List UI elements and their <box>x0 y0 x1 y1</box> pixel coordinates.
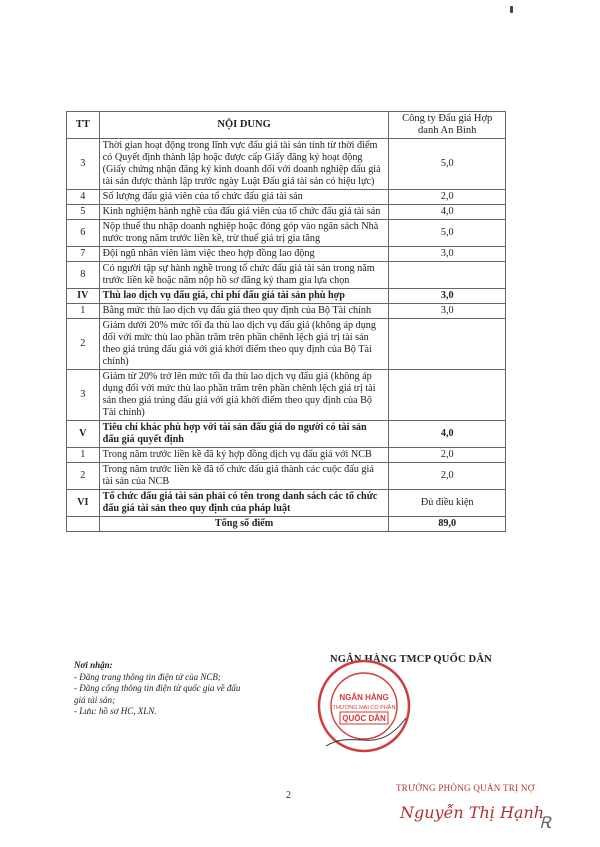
row-score: 2,0 <box>389 448 506 463</box>
svg-text:QUỐC DÂN: QUỐC DÂN <box>342 714 386 723</box>
row-index: 1 <box>67 448 100 463</box>
row-content: Tổng số điểm <box>99 517 389 532</box>
row-content: Kinh nghiệm hành nghề của đấu giá viên của tổ chức đấu giá tài sản <box>99 205 389 220</box>
row-index: 8 <box>67 262 100 289</box>
svg-text:THƯƠNG MẠI CỔ PHẦN: THƯƠNG MẠI CỔ PHẦN <box>332 705 396 711</box>
ink-mark <box>510 6 513 13</box>
row-score <box>389 262 506 289</box>
row-score: 4,0 <box>389 205 506 220</box>
row-content: Nộp thuế thu nhập doanh nghiệp hoặc đóng góp vào ngân sách Nhà nước trong năm trước liền kề, trừ thuế giá trị gia tăng <box>99 220 389 247</box>
row-score: Đủ điều kiện <box>389 490 506 517</box>
row-index: IV <box>67 289 100 304</box>
row-content: Giảm dưới 20% mức tối đa thù lao dịch vụ đấu giá (không áp dụng đối với mức thù lao phần trăm trên phần chênh lệch giá trị tài sản theo giá trúng đấu giá với giá khởi điểm theo quy định của Bộ Tài chính) <box>99 319 389 370</box>
row-index: 4 <box>67 190 100 205</box>
signer-name: Nguyễn Thị Hạnh <box>400 803 545 822</box>
table-row <box>67 490 506 517</box>
table-row <box>67 139 506 190</box>
row-score: 3,0 <box>389 247 506 262</box>
row-content: Trong năm trước liền kề đã tổ chức đấu giá thành các cuộc đấu giá tài sản của NCB <box>99 463 389 490</box>
row-score: 2,0 <box>389 190 506 205</box>
row-score: 4,0 <box>389 421 506 448</box>
table-row <box>67 247 506 262</box>
recipients-heading: Nơi nhận: <box>74 660 113 670</box>
table-row <box>67 289 506 304</box>
row-content: Bằng mức thù lao dịch vụ đấu giá theo quy định của Bộ Tài chính <box>99 304 389 319</box>
issuer-name: NGÂN HÀNG TMCP QUỐC DÂN <box>330 654 492 665</box>
row-score: 5,0 <box>389 220 506 247</box>
company-seal <box>316 658 412 754</box>
recipient-item: - Lưu: hồ sơ HC, XLN. <box>74 706 157 716</box>
total-row <box>67 517 506 532</box>
row-index <box>67 517 100 532</box>
row-content: Tiêu chí khác phù hợp với tài sản đấu giá do người có tài sản đấu giá quyết định <box>99 421 389 448</box>
table-header-row <box>67 112 506 139</box>
row-index: 2 <box>67 463 100 490</box>
row-content: Trong năm trước liền kề đã ký hợp đồng dịch vụ đấu giá với NCB <box>99 448 389 463</box>
table-row <box>67 205 506 220</box>
recipients-note <box>74 660 254 718</box>
row-content: Số lượng đấu giá viên của tổ chức đấu giá tài sản <box>99 190 389 205</box>
recipient-item: - Đăng trang thông tin điện tử của NCB; <box>74 671 221 682</box>
row-content: Tổ chức đấu giá tài sản phải có tên trong danh sách các tổ chức đấu giá tài sản theo quy định của pháp luật <box>99 490 389 517</box>
row-content: Giảm từ 20% trở lên mức tối đa thù lao dịch vụ đấu giá (không áp dụng đối với mức thù lao phần trăm trên phần chênh lệch giá trị tài sản theo giá trúng đấu giá với giá khởi điểm theo quy định của Bộ Tài chính) <box>99 370 389 421</box>
row-index: 3 <box>67 139 100 190</box>
row-content: Thời gian hoạt động trong lĩnh vực đấu giá tài sản tính từ thời điểm có Quyết định thành lập hoặc được cấp Giấy đăng ký hoạt động (Giấy chứng nhận đăng ký kinh doanh đối với doanh nghiệp đấu giá tài sản được thành lập trước ngày Luật Đấu giá tài sản có hiệu lực) <box>99 139 389 190</box>
table-row <box>67 304 506 319</box>
row-score: 5,0 <box>389 139 506 190</box>
row-index: 6 <box>67 220 100 247</box>
table-row <box>67 421 506 448</box>
table-row <box>67 190 506 205</box>
row-index: 7 <box>67 247 100 262</box>
header-company: Công ty Đấu giá Hợp danh An Bình <box>389 112 506 139</box>
row-score <box>389 319 506 370</box>
row-index: 1 <box>67 304 100 319</box>
row-content: Có người tập sự hành nghề trong tổ chức đấu giá tài sản trong năm trước liền kề hoặc năm nộp hồ sơ đăng ký tham gia lựa chọn <box>99 262 389 289</box>
row-index: 5 <box>67 205 100 220</box>
row-score: 89,0 <box>389 517 506 532</box>
svg-text:NGÂN HÀNG: NGÂN HÀNG <box>339 693 389 702</box>
table-row <box>67 262 506 289</box>
row-score <box>389 370 506 421</box>
row-score: 3,0 <box>389 289 506 304</box>
row-score: 3,0 <box>389 304 506 319</box>
table-row <box>67 370 506 421</box>
recipient-item: - Đăng cổng thông tin điện tử quốc gia về đấu giá tài sản; <box>74 683 241 705</box>
row-index: V <box>67 421 100 448</box>
initials-mark: Ꭱ <box>540 815 553 832</box>
row-content: Thù lao dịch vụ đấu giá, chi phí đấu giá tài sản phù hợp <box>99 289 389 304</box>
table-row <box>67 463 506 490</box>
table-row <box>67 319 506 370</box>
signer-title: TRƯỞNG PHÒNG QUẢN TRỊ NỢ <box>396 783 535 793</box>
scoring-table <box>66 111 506 532</box>
row-score: 2,0 <box>389 463 506 490</box>
table-row <box>67 220 506 247</box>
page-number: 2 <box>286 790 291 801</box>
header-content: NỘI DUNG <box>99 112 389 139</box>
header-tt: TT <box>67 112 100 139</box>
table-row <box>67 448 506 463</box>
row-content: Đội ngũ nhân viên làm việc theo hợp đồng lao động <box>99 247 389 262</box>
row-index: 3 <box>67 370 100 421</box>
row-index: VI <box>67 490 100 517</box>
row-index: 2 <box>67 319 100 370</box>
